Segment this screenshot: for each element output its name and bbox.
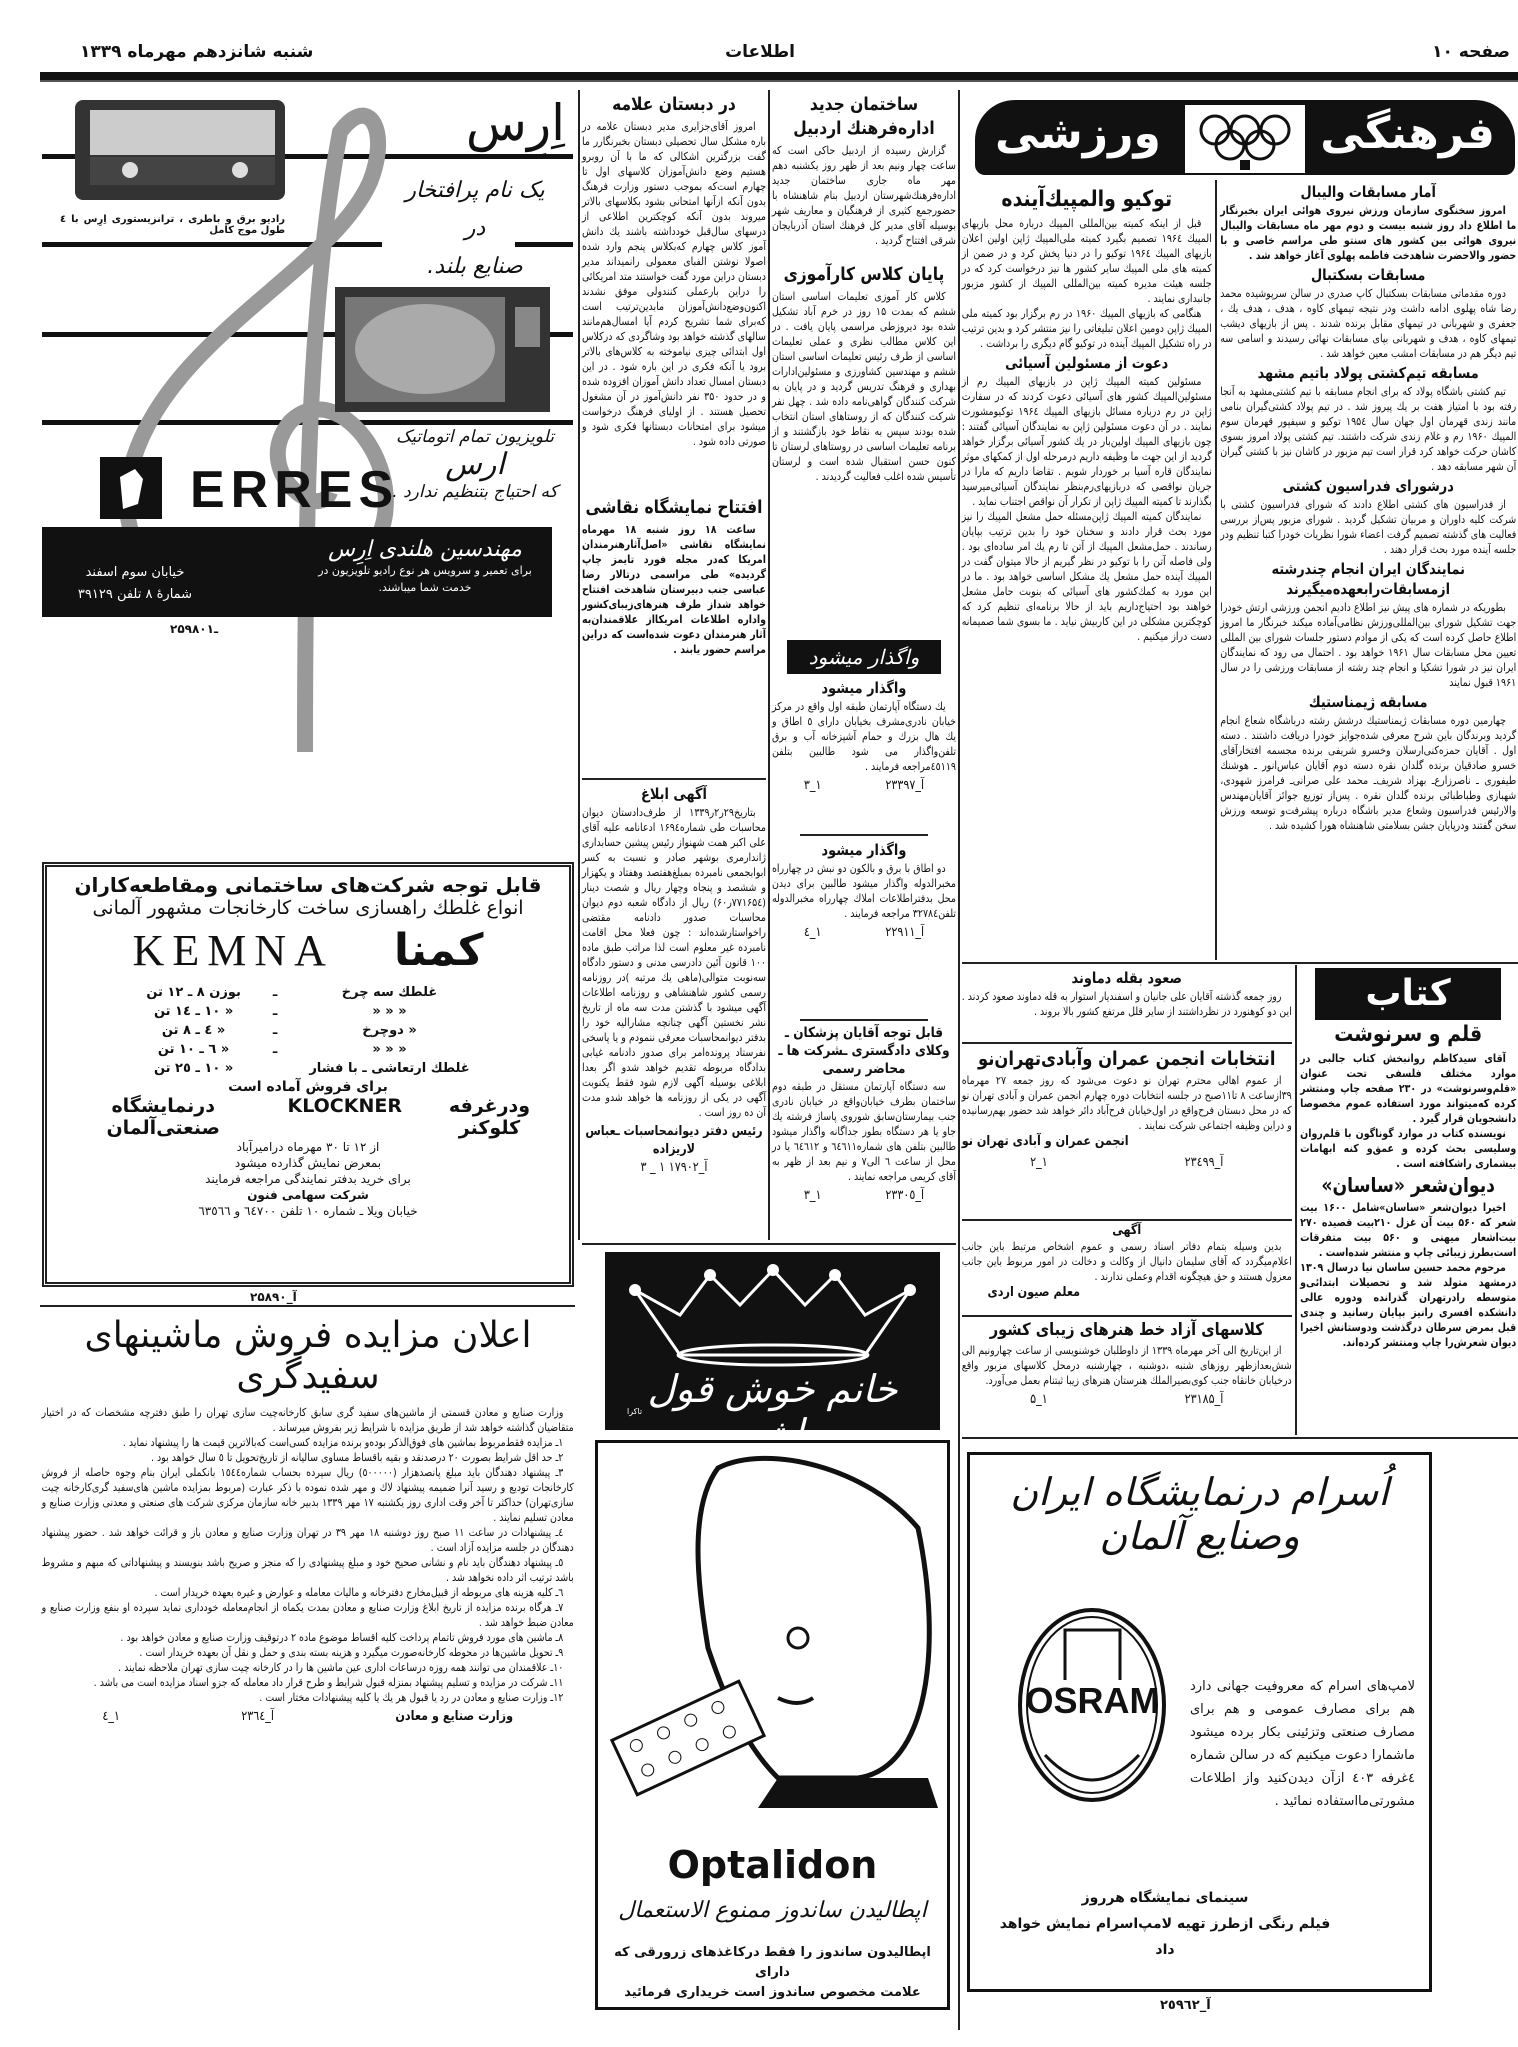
paragraph: ۱۲ـ وزارت صنایع و معادن در رد یا قبول هر یك یا کلیه پیشنهادات مختار است . (259, 1691, 564, 1704)
auction-title: اعلان مزایده فروش ماشینهای سفیدگری (84, 1315, 532, 1397)
radio-caption: رادیو برق و باطری ، ترانزیستوری اِرِس با ٤ طول موج کامل (60, 214, 285, 236)
insertion-count: ۱_٤ (803, 925, 822, 940)
divider (800, 834, 928, 836)
tagline-line: صنایع بلند. (427, 254, 523, 279)
section-body: تیم کشتی باشگاه پولاد که برای انجام مسابقه با تیم کشتی‌مشهد به آنجا رفته بود با امتیاز هفت بر یك پیروز شد . در تیم پولاد کشتی‌گیران بنامی مانند زندی قهرمان اول جهان سال ۱۹۵٤ توکیو و سیفپور قهرمان سوم المپیك ۱۹۶۰ رم و غلام زندی شرکت داشتند. تیم کشتی پولاد امروز بسوی کاشان حرکت خواهد کرد قرار است تیم مزبور در کاشان نیز با کشتی گیران آن شهر مسابقه دهد . (1219, 385, 1517, 473)
spec-row: غلطك ارتعاشی ـ با فشار « ۱۰ ـ ۲٥ تن (153, 1061, 470, 1076)
newspaper-name: اطلاعات (725, 42, 795, 62)
tv-caption-line: که احتیاج بتنظیم ندارد . (392, 482, 558, 502)
cinema-line: سینمای نمایشگاه هرروز (1081, 1890, 1249, 1906)
article-body: نمایندگان کمیته المپیك ژاپن‌مسئله حمل مشعل المپیك را نیز مورد بحث قرار دادند و سخنان خود را بدین ترتیب بپایان رساندند . حمل‌مشعل المپیك از آتن تا رم یك امر ساده‌ای بود . ولی فاصله آتن را با توکیو در نظر گیریم از حالا میتوان گفت در المپیك آینده حمل مشعل یك مشکل اساسی خواهد بود . ما در این مورد به کمك‌کشور های آسیائی که بنوبت حامل مشعل خواهند بود احتیاج‌داریم باید از حالا برنامه‌ای تنظیم کرد که کوچکترین مشکلی در این کاربیش نیاید . ما بسوی شما صمیمانه دست دراز میکنیم . (961, 510, 1212, 643)
section-body: از فدراسیون های کشتی اطلاع دادند که شورای فدراسیون کشتی با شرکت کلیه داوران و مربیان تشکیل گردید . شورای مزبور پس‌از بررسی فعالیت های گذشته تصمیم گرفت اعضاء شورا نظریات خودرا کتبا تنظیم ودر جلسه آینده مورد بحث قرار دهند . (1219, 498, 1516, 556)
page-number: صفحه ۱۰ (1432, 42, 1510, 62)
kemna-headline: قابل توجه شرکت‌های ساختمانی ومقاطعه‌کاران (74, 873, 542, 897)
paragraph: ۲ـ حد اقل شرایط بصورت ۲۰ درصدنقد و بقیه باقساط مساوی سالیانه از تاریخ‌تحویل تا ٥ سال خواهد بود . (151, 1451, 564, 1464)
osram-ad (967, 1452, 1432, 1992)
section-body: بطوریکه در شماره های پیش نیز اطلاع دادیم انجمن ورزشی ارتش خودرا جهت تشکیل شورای بین‌المللی‌ورزش نظامی‌آماده میکند خبرنگار ما امروز اطلاع حاصل کرده است که یکی از موادم دستور جلسات شورای بین المللی تعیین محل مسابقات سال ۱۹۶۱ خواهد بود . احتمال می رود که نمایندگان ایران نیز در شورا تشکیا و انجام چند رشته از مسابقات ورزشی را در سال ۱۹۶۱ قبول نمایند (1219, 601, 1516, 689)
paragraph: ۱۰ـ علاقمندان می توانند همه روزه درساعات اداری عین ماشین ها را در کارخانه چیت سازی تهران ملاحظه نمایند . (118, 1661, 564, 1674)
signature: وزارت صنایع و معادن (395, 1709, 514, 1724)
paragraph: ٤ـ پیشنهادات در ساعت ۱۱ صبح روز دوشنبه ۱۸ مهر ۳۹ در تهران وزارت صنایع و معادن باز و قرائت خواهد شد . حضور پیشنهاد دهندگان در جلسه مزایده آزاد است . (41, 1526, 574, 1554)
ad-reference: آ_۲۵۸۹۰ (250, 1290, 297, 1304)
section-title: مسابقات بسکتبال (1310, 266, 1426, 284)
article-body: گزارش رسیده از اردبیل حاکی است که ساعت چهار ونیم بعد از ظهر روز یکشنبه دهم مهر ماه جاری ساختمان جدید اداره‌فرهنك‌شهرستان اردبیل بنام شاهنشاه با حضورجمع کثیری از فرهنگیان و معاریف شهر بوسیله آقای مدیر کل فرهنك استان آذربایجان شرقی افتتاح گردید . (771, 144, 956, 247)
company-address: خیابان ویلا ـ شماره ۱۰ تلفن ٦٤٧٠۰ و ٦٣٥٦٦ (198, 1204, 418, 1218)
divider (578, 90, 580, 1240)
notice-title: کلاسهای آزاد خط هنرهای زیبای کشور (989, 1320, 1264, 1340)
notice-elections (962, 1046, 1292, 1218)
article-subtitle: دعوت از مسئولین آسیائی (1005, 354, 1169, 372)
film-line: فیلم رنگی ازطرز تهیه لامپ‌اسرام نمایش خواهد داد (999, 1916, 1331, 1958)
article-vocational-class (772, 262, 956, 632)
osram-cinema (990, 1885, 1340, 1963)
crown-icon (605, 1260, 940, 1370)
insertion-count: ۱_۳ (803, 778, 822, 793)
crown-ad (605, 1252, 940, 1455)
section-title: مسابقه تیم‌کشتی پولاد باتیم مشهد (1257, 364, 1479, 382)
spec-row: « « « ـ « ۱۰ ـ ۱٤ تن (153, 1004, 407, 1019)
paragraph: ۱ـ مزایده فقط‌مربوط بماشین های فوق‌الذکر بوده‌و برنده مزایده کسی‌است که‌بالاترین قیمت ها را پیشنهاد نماید . (123, 1436, 564, 1449)
article-title: دیوان‌شعر «ساسان» (1321, 1173, 1495, 1197)
classified-ad (772, 838, 956, 1018)
classified-ad (772, 1022, 956, 1241)
article-body: اخیرا دیوان‌شعر «ساسان»شامل ۱۶۰۰ بیت شعر که ۵۶۰ بیت آن غزل ۲۱۰بیت قصیده ۲۷۰ بیت‌اشعار میهنی و ۵۶۰ بیت متفرقات است‌بطرز زیبائی چاپ و منتشر شده‌است . (1299, 1201, 1516, 1259)
classified-body: یك دستگاه آپارتمان طبقه اول واقع در مرکز خیابان نادری‌مشرف بخیابان دارای ٥ اطاق و یك هال بزرك و حمام آشپزخانه آب و برق تلفن‌واگذار می شود طالبین بتلفن ٤٥١١٩مراجعه فرمایند . (771, 700, 956, 773)
paragraph: ۳ـ پیشنهاد دهندگان باید مبلغ پانصدهزار (٥۰۰۰۰۰) ریال سپرده بحساب شماره۱٥٤٤ بانکملی ایران بنام وجوه حاصله از فروش کارخانجات تودیع و رسید آنرا ضمیمه پیشنهاد لاك و مهر شده نموده با ذکر عبارت (مربوط بمزایده ماشین های‌سفید گری‌کارخانه چیت سازی‌تهران) حداکثر تا آخر وقت اداری روز یکشنبه ۱۷ مهر ۱۳۳۹ بدبیر خانه سازمان مرکزی شرکت های صنعتی و معدنی وزارت صنایع و معادن تسلیم نمایند . (41, 1466, 574, 1524)
classified-banner: واگذار میشود (787, 640, 941, 674)
notice-calligraphy-classes (962, 1318, 1292, 1434)
article-body: ساعت ۱۸ روز شنبه ۱۸ مهرماه نمایشگاه نقاشی «اصل‌آثارهنرمندان امریکا که‌در مجله فورد تایمز چاپ گردیده» طی مراسمی درتالار رضا عباسی جنب دبیرستان شاهدخت افتتاح خواهد شداز طرف هنرهای‌زیبای‌کشور واداره اطلاعات امریکااز علاقمندان‌به آثار هنرمندان دعوت شده‌است که دراین مراسم حضور یابند . (581, 523, 766, 656)
divider (40, 1305, 575, 1307)
sports-news (1220, 180, 1516, 960)
notice-agahi (962, 1222, 1292, 1314)
fair-prefix: ودرغرفه کلوکنر (448, 1095, 531, 1139)
article-painting-exhibition (582, 495, 766, 775)
divider (962, 962, 1518, 964)
optalidon-brand-fa: اپطالیدن ساندوز ممنوع الاستعمال (618, 1898, 927, 1923)
article-body: مرحوم محمد حسین ساسان نیا درسال ۱۳۰۹ درمشهد متولد شد و تحصیلات ابتدائی‌و متوسطه رادرتهران گذرانده ودوره عالی دانشکده افسری رانیز بپایان رسانید و چندی قبل بمرض سرطان درگذشت ودوستانش اخیرا دیوان شعرش‌را چاپ ومنتشر کرده‌اند. (1299, 1261, 1516, 1349)
klockner-logo: KLOCKNER (287, 1095, 402, 1117)
paragraph: ۷ـ هرگاه برنده مزایده از تاریخ ابلاغ وزارت صنایع و معادن بمدت یکماه از انجام‌معامله خودداری نماید سپرده او بنفع وزارت صنایع و معادن ضبط خواهد شد . (41, 1601, 574, 1629)
erres-address (60, 562, 210, 606)
article-title: پایان کلاس کارآموزی (783, 264, 945, 285)
book-section (1300, 968, 1516, 1432)
ad-reference: آ_۲۳۳۰٥ (885, 1188, 925, 1203)
ad-reference: آ_۲۳۱۸۵ (1184, 1392, 1224, 1407)
osram-text: لامپ‌های اسرام که معروفیت جهانی دارد هم برای مصارف عمومی و هم برای مصارف صنعتی وتزئینی بکار برده میشود ماشمارا دعوت میکنیم که در سالن شماره ٤غرفه ٤۰۳ ازآن دیدن‌کنید واز اطلاعات مشورتی‌مااستفاده نمائید . (1190, 1679, 1415, 1809)
spec-row: غلطك سه چرخ ـ بوزن ۸ ـ ۱۲ تن (146, 985, 438, 1000)
article-title: صعود بقله دماوند (1071, 969, 1183, 987)
insertion-count: ۱_۳ (803, 1188, 822, 1203)
section-title: مسابقه ژیمناستیك (1308, 693, 1428, 711)
company-name: شرکت سهامی فنون (247, 1188, 369, 1202)
classified-title: قابل توجه آقایان پزشکان ـ وکلای دادگستری ـشرکت ها ـ محاضر رسمی (778, 1025, 950, 1077)
ad-reference: آ_۲۳۳۹۷ (885, 778, 925, 793)
divider (962, 1219, 1292, 1221)
article-body: قبل از اینکه کمیته بین‌المللی المپیك درباره محل بازیهای المپیك ۱۹۶٤ تصمیم بگیرد کمیته ملی‌المپیك ژاپن اولین اعلان بازیهای المپیك ۱۹۶٤ توکیو را در دنیا پخش کرد و در ضمن از کمیته های ملی المپیك سایر کشور ها نیز درخواست کرد که در جلسه هیئت مدیره کمیته بین‌المللی المپیك از کشور مزبور جانبداری نمایند . (961, 217, 1212, 305)
kemna-ad (42, 862, 574, 1287)
erres-tagline (395, 172, 555, 286)
paragraph: ۱۱ـ شرکت در مزایده و تسلیم پیشنهاد بمنزله قبول شرایط و طرح قرار داد معامله که جزو اسناد مزایده است می باشد . (93, 1676, 564, 1689)
section-body: دوره مقدماتی مسابقات بسکتبال کاپ صدری در سالن سرپوشیده محمد رضا شاه پهلوی ادامه داشت ودر نتیجه تیمهای کاوه ، هدف ، هدف یك ، جعفری و شهربانی در تیمهای مقابل برنده شدند . پس از بازیهای دیشب تیمهای کاوه ، هدف و شهربانی بپای مسابقات نهائی رسیدند و اسامی سه تیم دیگر هم در مسابقات امشب معین خواهد شد . (1219, 287, 1516, 360)
ad-reference: آ_۲۳٤۹۹ (1184, 1155, 1224, 1170)
erres-brand-fa: اِرِس (465, 94, 565, 152)
classified-body: دو اطاق با برق و بالکون دو نبش در چهارراه مخبرالدوله واگذار میشود طالبین برای دیدن محل بدفتراطلاعات املاك چهارراه مخبرالدوله تلفن۳۲۷۸٤ مراجعه فرمایند . (771, 862, 956, 920)
article-title: توکیو والمپیك‌آینده (1001, 187, 1173, 212)
notice-body: بدین وسیله بتمام دفاتر اسناد رسمی و عموم اشخاص مرتبط باین جانب اعلام‌میگردد که آقای سلیمان دانیال از وکالت و دخالت در امور مربوط باین جانب معزول هستند و حق هیچگونه اقدام وعملی ندارند . (961, 1240, 1292, 1283)
paragraph: وزارت صنایع و معادن قسمتی از ماشین‌های سفید گری سابق کارخانه‌چیت سازی تهران را طبق دفترچه مشخصات که در اختیار متقاضیان گذاشته خواهد شد از طریق مزایده با شرایط زیر بفروش میرساند . (41, 1406, 574, 1434)
section-title: آمار مسابقات والیبال (1300, 183, 1436, 201)
article-body: روز جمعه گذشته آقایان علی جانیان و اسفندیار استوار به قله دماوند صعود کردند . این دو کوهنورد در نظرداشتند از سایر قلل مرتفع کشور بالا بروند . (961, 990, 1292, 1018)
section-title: درشورای فدراسیون کشتی (1282, 477, 1454, 495)
insertion-count: ۱_۲ (1030, 1155, 1048, 1170)
headache-man-illustration (598, 1448, 948, 1808)
banner-title-culture: فرهنگی (1320, 108, 1495, 159)
classified-title: واگذار میشود (821, 679, 907, 697)
article-damavand (962, 966, 1292, 1040)
signature: معلم صیون اردی (987, 1285, 1081, 1300)
ad-line: علامت مخصوص ساندوز است خریداری فرمائید (624, 1985, 921, 2000)
signature: انجمن عمران و آبادی تهران نو (961, 1134, 1129, 1149)
divider (962, 1437, 1518, 1439)
kemna-logo-fa: کمنا (393, 925, 484, 976)
erres-logo: ERRES (190, 461, 400, 519)
article-tokyo-olympics (962, 185, 1212, 960)
divider (800, 1019, 928, 1021)
tagline-line: یک نام پرافتخار (405, 178, 545, 203)
crown-slogan: خانم خوش قول باشید (647, 1367, 898, 1455)
article-body: هنگامی که بازیهای المپیك ۱۹۶۰ در رم برگزار بود کمیته ملی المپیك ژاپن دومین اعلان تبلیغاتی را نیز منتشر کرد و بدین ترتیب در راه تشکیل المپیك آینده در توکیو گام دیگری را برداشت . (961, 307, 1212, 350)
article-body: مسئولین کمیته المپیك ژاپن در بازیهای المپیك رم از مسئولین‌المپیك کشور های آسیائی دعوت کردند که در سفارت ژاپن در رم درباره مسائل بازیهای المپیك ۱۹۶٤ توکیومشورت نمایند . در آن دعوت مسئولین ژاپن به نمایندگان آسیائی گفتند : چون بازیهای المپیك اولین‌بار در یك کشور آسیائی برگزار خواهد گردید از این جهت ما وظیفه داریم درمرحله اول از کمکهای موثر نمایندگان قاره آسیا بر خوردار شویم . تقاضا داریم که مارا در جریان نواقصی که دربازیهای‌رم‌بنظر نمایندگان آسیائی‌میرسید بگذارند تا کمیته المپیك ژاپن از تکرار آن نواقص اجتناب نماید . (961, 375, 1212, 508)
section-body: چهارمین دوره مسابقات ژیمناستیك درشش رشته درباشگاه شعاع انجام گردید وبرندگان باین شرح معرفی شده‌جوایز خودرا دریافت داشتند . دسته اول . آقایان حمزه‌کنی‌ارسلان وخسرو شریفی برنده مجسمه افتخارآقای خسرو صادقیان برنده گلدان نقره دسته دوم آقایان عباس‌انور ـ هوشنك طیفوری ـ ناصرزارع‌ـ بهزاد شریف‌ـ محمد علی صرانی‌ـ فرامرز شهودی، شهبازی وطباطبائی برنده گلدان نقره . پس‌از توزیع جوائز آقایان‌مهندس والارئیس فدراسیون وشعاع مدیر باشگاه درباره پیشرفت‌و توسعه ورزش سخن گفتند ودرپایان جشن بسلامتی شاهنشاه هورا کشیده شد . (1219, 714, 1516, 832)
divider (1215, 180, 1217, 960)
article-body: آقای سیدکاظم روانبخش کتاب جالبی در موارد مختلف فلسفی تحت عنوان «قلم‌وسرنوشت» در ۲۳۰ صفحه چاپ ومنتشر کرده که‌میتواند مورد استفاده عموم مخصوصا دانشجویان قرار گیرد . (1299, 1052, 1516, 1125)
ad-reference: آ_۲۲۹۱۱ (885, 925, 925, 940)
article-body: امروز آقای‌جزایری مدیر دبستان علامه در باره مشکل سال تحصیلی دبستان بخبرنگارر ما گفت بزرگترین اشکالی که ما با آن روبرو هستیم وضع دانش‌آموزان کلاسهای اول تا چهارم است‌که بموجب دستور وزارت فرهنگ بدون آنکه ازآنها امتحانی بشود بکلاسهای بالاتر میروند بدون آنکه کوچکترین اطلاعی از درسهای سال‌قبل خودداشته باشند یك دانش آموز کلاس چهارم که‌بکلاس پنجم وارد شده اصولا نوشتن الفبای معمولی رانمیداند مدیر دبستان دراین مورد گفت خواستند متد امریکائی را دراین بارعملی کنندولی موفق نشدند اکنون‌وضع‌دانش‌آموزان مابدین‌ترتیب است که‌برای شما تشریح کردم آیا امسال‌هم‌مانند سالهای گذشته خواهد بود وشاگردی که درکلاس اول ابتدائی چیزی نیاموخته به کلاس‌های بالاتر برود یا آنکه فکری در این باره شود . در این دبستان امسال تعداد دانش آموزان افزوده شده و در حدود ۳۵۰ نفر دانش‌آموز در آن مشغول تحصیل هستند . از اولیای فرهنگ درخواست میشود برای امتحانات دبستانها فکری شود و صورتی داده شود . (581, 120, 766, 448)
ad-line: بمعرض نمایش گذارده میشود (234, 1156, 382, 1170)
kemna-logo: KEMNA (132, 926, 334, 975)
notice-body: از عموم اهالی محترم تهران نو دعوت می‌شود که روز جمعه ۲۷ مهرماه ۳۹ازساعت ۸ تا۱۱صبح در جلسه انتخابات دوره چهارم انجمن عمران و آبادی تهران نو که در محل دبستان فرح‌واقع در اول‌خیابان فرح‌آباد دائر خواهد شد حضور بهم‌رسانیده و دراین وظیفه اجتماعی شرکت نمایند . (961, 1074, 1292, 1132)
osram-logo: OSRAM (1025, 1680, 1160, 1721)
signature: رئیس دفتر دیوانمحاسبات ـعباس لاریزاده (585, 1124, 763, 1157)
tv-caption (390, 427, 560, 502)
notice-eblagh (582, 782, 766, 1240)
erres-ad (40, 92, 575, 847)
banner-title-sports: ورزشی (995, 108, 1161, 159)
classified-title: واگذار میشود (821, 841, 907, 859)
address: خیابان سوم اسفند (85, 565, 185, 580)
classified-body: سه دستگاه آپارتمان مستقل در طبقه دوم ساختمان بطرف خیابان‌واقع در خیابان نادری جنب بیمارستان‌سابق شوروی پاساژ فرشته یك جاو یا هر دستگاه بطور جداگانه واگذار میشود طالبین بتلفن های شماره٦٤٦١١ و ٦٤٦١٢ یا در محل از ساعت ٦ الی۷ و نیم بعد از ظهر به آقای کریمی مراجعه نمایند . (771, 1080, 957, 1183)
issue-date: شنبه شانزدهم مهرماه ۱۳۳۹ (80, 42, 314, 62)
divider (962, 1042, 1292, 1044)
optalidon-ad (595, 1440, 950, 2010)
divider (582, 1243, 956, 1245)
roller-spec-table (144, 982, 471, 1079)
article-school (582, 92, 766, 492)
section-body: امروز سخنگوی سازمان ورزش نیروی هوائی ایران بخبرنگار ما اطلاع داد روز شنبه بیست و دوم مهر ماه مسابقات والیبال نیروی هوائی بین کشور های سنتو طی مراسم خاصی و با حضور والاحضرت شاهدخت فاطمه پهلوی آغاز خواهد شد . (1219, 204, 1516, 262)
auction-notice (42, 1315, 574, 2025)
book-banner: کتاب (1315, 968, 1501, 1020)
tagline-line: در (464, 216, 486, 241)
olympic-rings-icon (1185, 105, 1305, 173)
notice-body: از این‌تاریخ الی آخر مهرماه ۱۳۳۹ از داوطلبان خوشنویسی از ساعت چهارونیم الی شش‌بعدازظهر روزهای شنبه ،دوشنبه ، چهارشنبه درمحل کلاسهای مزبور واقع درخیابان خانقاه جنب کوی‌بصیرالملك هنرستان هنرهای زیبا ثبتنام بعمل می‌آورد. (961, 1344, 1292, 1387)
article-title: ساختمان جدید اداره‌فرهنك اردبیل (793, 94, 935, 139)
optalidon-text (598, 1943, 947, 2003)
ad-line: اپطالیدون ساندوز را فقط درکاغذهای زرورقی که دارای (614, 1945, 931, 1980)
article-title: در دبستان علامه (612, 94, 736, 115)
section-title: نمایندگان ایران انجام چندرشته ازمسابقات‌رابعهده‌میگیرند (1271, 560, 1465, 598)
notice-title: آگهی ابلاغ (641, 785, 707, 803)
ad-line: از ۱۲ تا ۳۰ مهرماه درامیرآباد (236, 1140, 380, 1154)
ad-reference: ۲۵۹۸۰ـ۱ (170, 622, 219, 636)
article-title: قلم و سرنوشت (1334, 1022, 1482, 1047)
notice-body: بتاریخ۲۹ر۲ر۱۳۳۹ از طرف‌دادستان دیوان محاسبات طی شماره۱۶۹٤ ادعانامه علیه آقای علی اکبر همت شهنواز رئیس پیشین حسابداری ژاندارمری بوشهر صادر و نسبت به کسر ابوابجمعی نامبرده بمبلغ‌هفتصد وهفتاد و یکهزار و ششصد و پنجاه وچهار ریال و شصت دینار (۷۷۱۶۵٤ر۶۰) ریال از دادگاه شعبه دوم دیوان محاسبات صدور دادنامه مقتضی راخواستارشده‌اند : چون فعلا محل اقامت نامبرده غیر معلوم است لذا مراتب طبق ماده ۱۰۰ قانون آئین دادرسی مدنی و دستور دادگاه سه‌نوبت متوالی(ماهی یك مرتبه )در روزنامه رسمی کشور شاهنشاهی و روزنامه اطلاعات آگهی میشود با گذشتن مدت سه ماه از تاریخ نشر نخستین آگهی چنانچه مشارالیه خود را بدفتر دیوانمحاسبات معرفی ننمودم و یا پاسخی نفرستاد پرونده‌امر برای صدور دادنامه غیابی بدادگاه مربوطه تقدیم خواهد شدو اگر بعدا ابلاغی بوسیله آگهی لازم شود فقط یکنوبت آگهی در یکی از روزنامه ها خواهد شدو مدت آن ده روز است . (581, 806, 766, 1119)
masthead-rule (40, 72, 1518, 82)
notice-title: انتخابات انجمن عمران وآبادی‌تهران‌نو (978, 1048, 1276, 1070)
kemna-subhead: انواع غلطك راهسازی ساخت کارخانجات مشهور آلمانی (92, 897, 524, 919)
ad-reference: آ_۲٥٩٦۲ (1160, 1998, 1211, 2013)
divider (768, 90, 770, 1240)
article-title: افتتاح نمایشگاه نقاشی (585, 497, 763, 518)
divider (958, 90, 960, 2030)
ad-reference: آ_۲۳٦٤ (241, 1709, 275, 1724)
service-box (310, 537, 540, 596)
classified-ad (772, 640, 956, 832)
service-title: مهندسین هلندی اِرِس (328, 537, 522, 562)
tv-caption-line: تلویزیون تمام اتوماتیک (396, 427, 554, 447)
paragraph: ٦ـ کلیه هزینه های مربوطه از قبیل‌مخارج دفترخانه و مالیات معامله و عوارض و غیره بعهده خریدار است . (154, 1586, 564, 1599)
insertion-count: ۱_۵ (1030, 1392, 1048, 1407)
ad-reference: آ_۱۷۹۰۲ ۱ _ ۳ (640, 1160, 708, 1175)
ad-line: برای خرید بدفتر نمایندگی مراجعه فرمایند (205, 1172, 411, 1186)
article-ardabil (772, 92, 956, 257)
spec-row: « دوچرخ ـ « ٤ ـ ۸ تن (161, 1023, 417, 1038)
artist-signature: تاکرا (627, 1407, 643, 1416)
paragraph: ۸ـ ماشین های مورد فروش تاتمام پرداخت کلیه اقساط موضوع ماده ۲ درتوقیف وزارت صنایع و معادن خواهد بود . (120, 1631, 564, 1644)
ready-for-sale: برای فروش آماده است (228, 1079, 388, 1095)
spec-row: « « « ـ « ٦ ـ ۱۰ تن (157, 1042, 407, 1057)
paragraph: ٥ـ پیشنهاد دهندگان باید نام و نشانی صحیح خود و مبلغ پیشنهادی را که منجز و صریح باشد بنویسند و پیشنهاداتی که مبهم و مشروط باشد ترتیب اثر داده نخواهد شد . (41, 1556, 574, 1584)
service-text: برای تعمیر و سرویس هر نوع رادیو تلویزیون در خدمت شما میباشند. (318, 564, 532, 594)
fair-suffix: درنمایشگاه صنعتی‌آلمان (106, 1095, 221, 1139)
divider (1295, 965, 1297, 1435)
insertion-count: ۱_٤ (102, 1709, 121, 1724)
article-body: کلاس کار آموزی تعلیمات اساسی استان ششم که بمدت ۱۵ روز در خرم آباد تشکیل شده بود دیروزطی مراسمی پایان یافت . در این کلاس مطالب نظری و عملی تعلیمات اساسی از طرف رئیس تعلیمات اساسی استان ششم و مهندسین کشاورزی و مسئولین‌ادارات بهداری و فرهنگ تدریس گردید و در پایان به شرکت کنندگان گواهی‌نامه داده شد . چهل نفر شرکت کنندگان که از روستاهای استان انتخاب شده بودند سپس به نقاط خود بازگشتند و از برنامه تعلیمات اساسی در روستاهای لرستان تا کنون حسن استقبال شده است و لرستان تأسیس شده اغلب فعالیت گردیدند . (771, 290, 956, 483)
tv-caption-line: ارس (445, 447, 505, 482)
phone: شمارهٔ ۸ تلفن ۳۹۱۲۹ (77, 587, 193, 602)
notice-title: آگهی (1112, 1223, 1142, 1238)
divider (582, 778, 766, 780)
optalidon-logo: Optalidon (667, 1843, 878, 1887)
article-body: نویسنده کتاب در موارد گوناگون با قلم‌روان وسلیسی بحث کرده و عمق‌و کنه ابهامات بیشماری راشکافته است . (1299, 1127, 1516, 1170)
paragraph: ۹ـ تحویل ماشین‌ها در محوطه کارخانه‌صورت میگیرد و هزینه بسته بندی و حمل و نقل آن بعهده خریدار است . (139, 1646, 564, 1659)
divider (962, 1315, 1292, 1317)
sports-culture-banner (975, 100, 1515, 175)
osram-headline: اُسرام درنمایشگاه ایران وصنایع آلمان (1010, 1470, 1389, 1558)
